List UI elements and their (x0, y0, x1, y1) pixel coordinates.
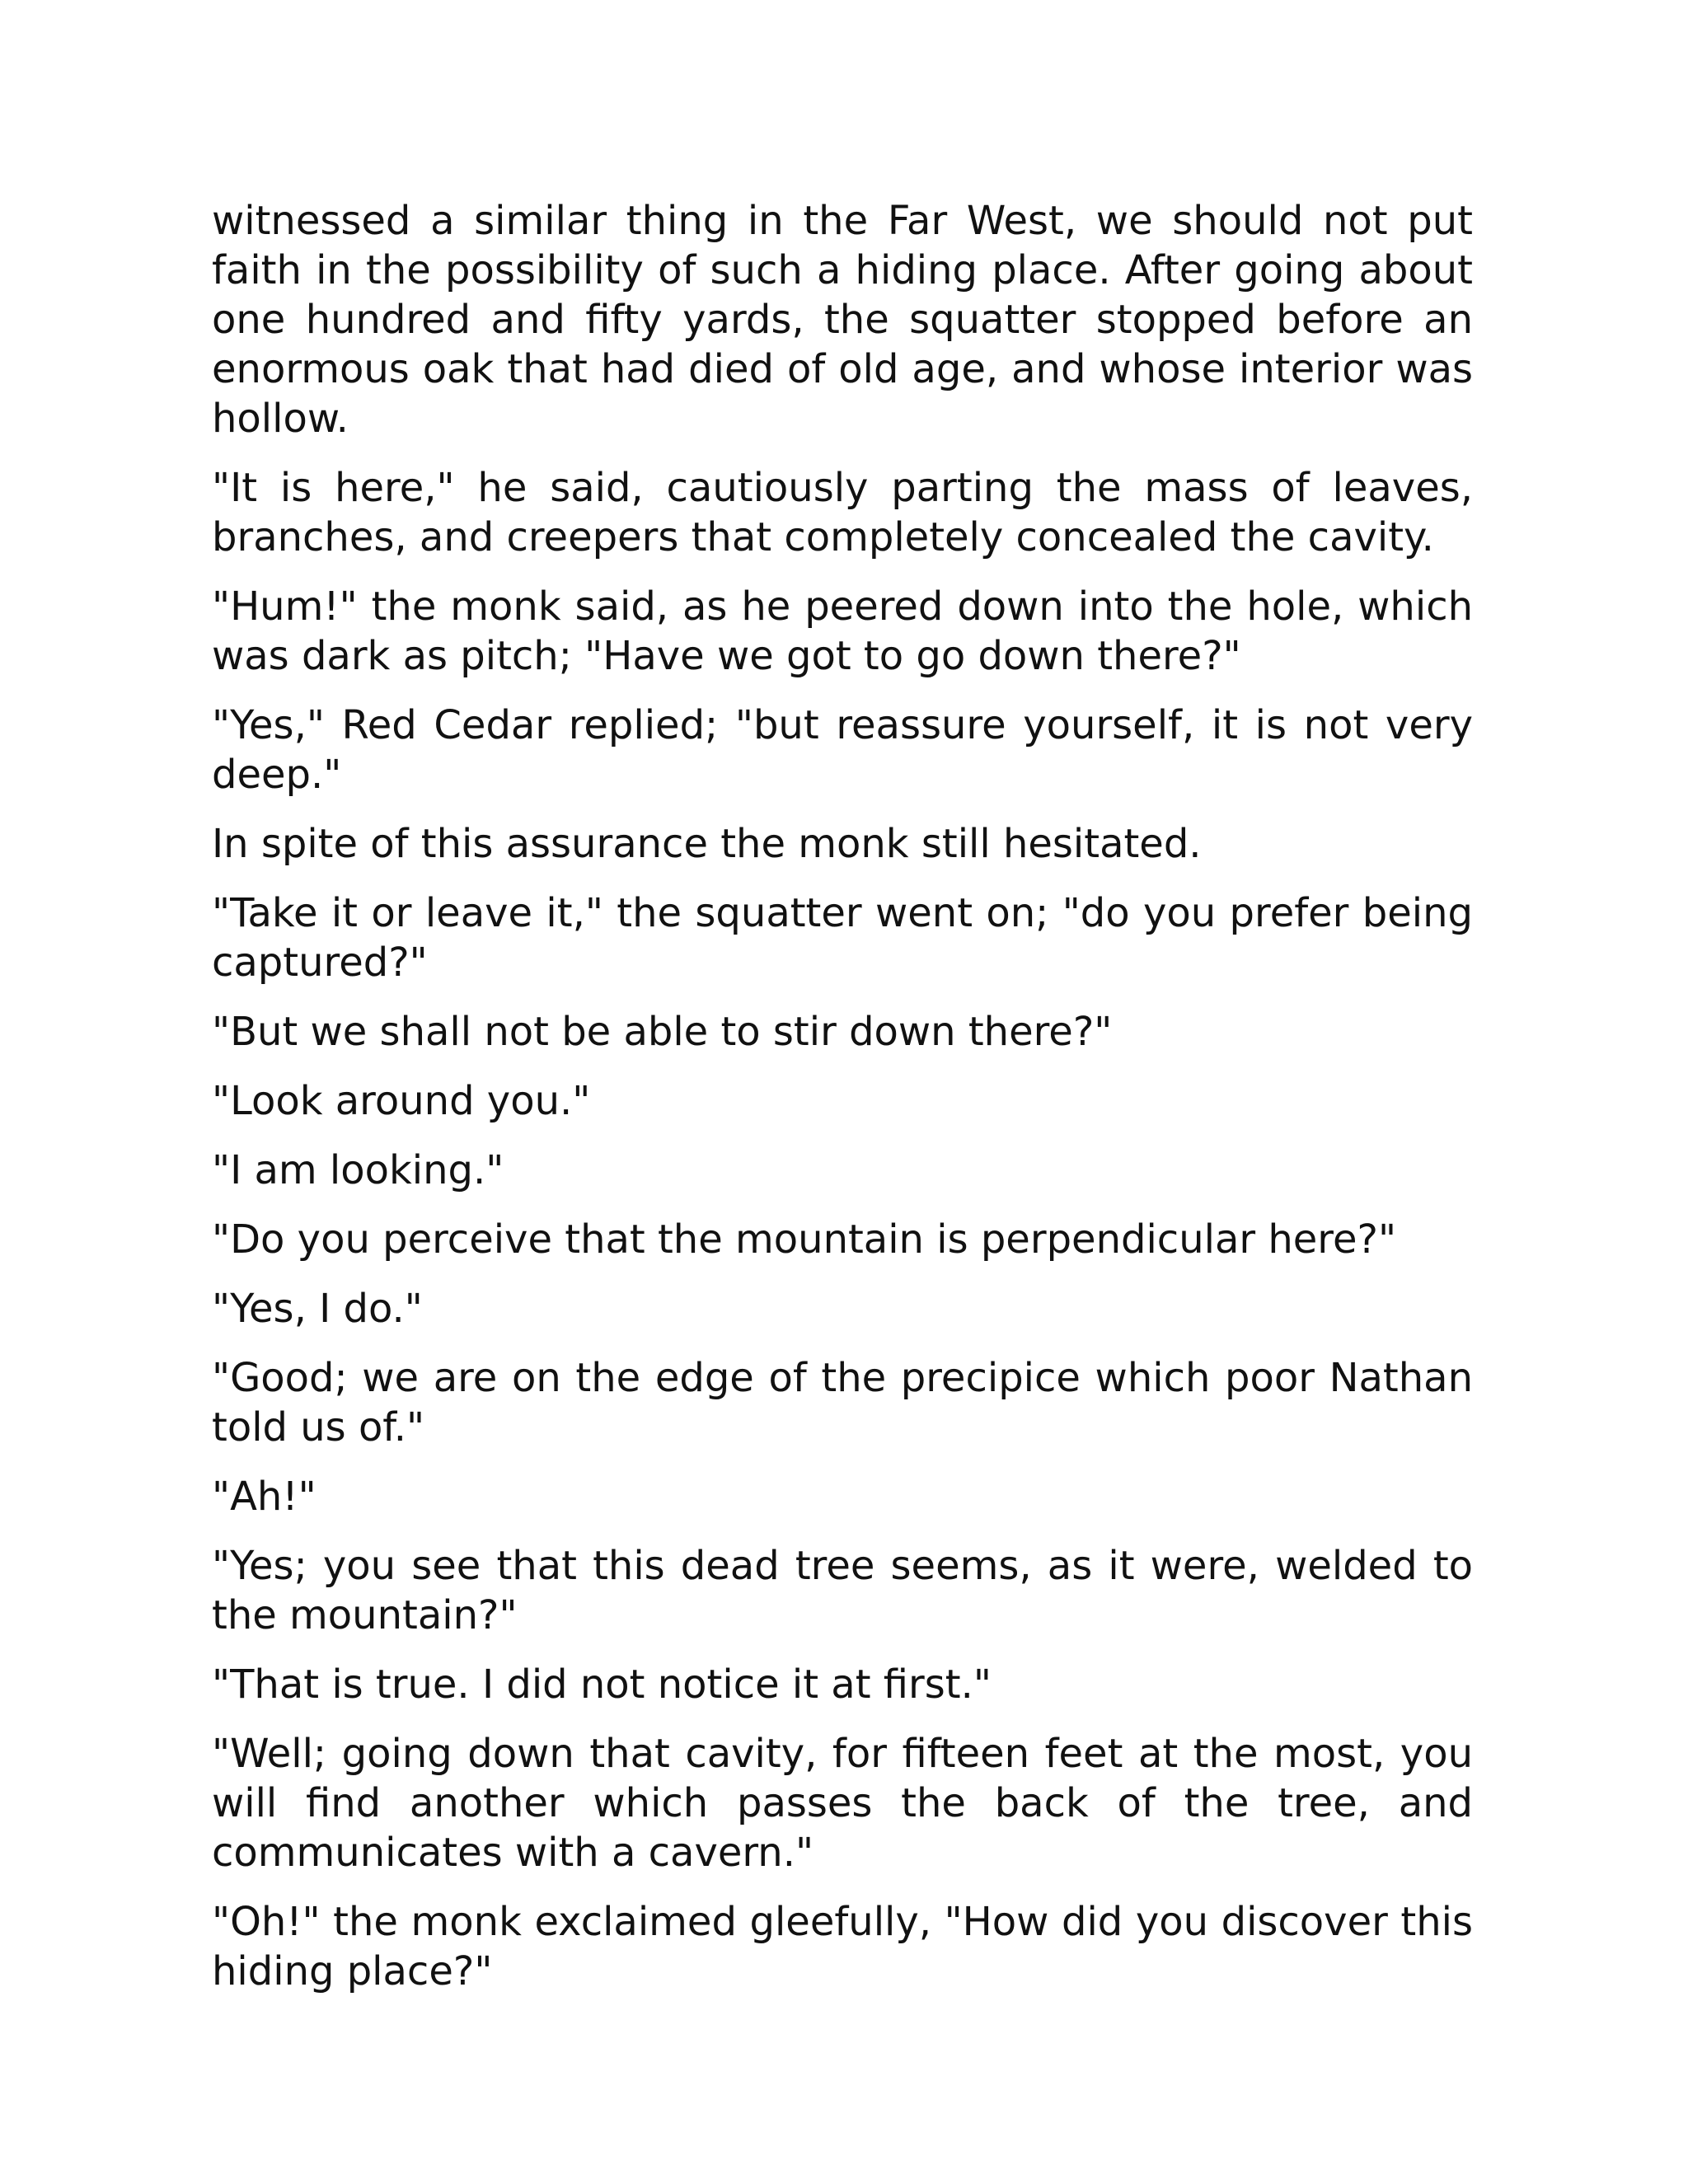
paragraph: "Yes," Red Cedar replied; "but reassure yourself, it is not very deep." (212, 702, 1473, 798)
paragraph: "Take it or leave it," the squatter went on; "do you prefer being captured?" (212, 890, 1473, 986)
paragraph: "Do you perceive that the mountain is perpendicular here?" (212, 1216, 1397, 1263)
paragraph: "Well; going down that cavity, for fifteen feet at the most, you will find another which passes the back of the tree, and communicates with a cavern." (212, 1731, 1473, 1876)
paragraph: "Hum!" the monk said, as he peered down into the hole, which was dark as pitch; "Have we got to go down there?" (212, 583, 1473, 679)
paragraph: "I am looking." (212, 1147, 504, 1193)
paragraph: "Yes; you see that this dead tree seems, as it were, welded to the mountain?" (212, 1543, 1473, 1638)
paragraph: "Good; we are on the edge of the precipice which poor Nathan told us of." (212, 1355, 1473, 1451)
paragraph: "Ah!" (212, 1474, 316, 1520)
paragraph: In spite of this assurance the monk still hesitated. (212, 821, 1202, 867)
paragraph: "Look around you." (212, 1078, 591, 1124)
paragraph: witnessed a similar thing in the Far West, we should not put faith in the possibility of such a hiding place. After going about one hundred and fifty yards, the squatter stopped before an enormous oak that had died of old age, and whose interior was hollow. (212, 198, 1473, 442)
paragraph: "Yes, I do." (212, 1286, 423, 1332)
paragraph: "But we shall not be able to stir down there?" (212, 1009, 1113, 1055)
body-text (212, 196, 1473, 2016)
paragraph: "Oh!" the monk exclaimed gleefully, "How did you discover this hiding place?" (212, 1899, 1473, 1994)
paragraph: "It is here," he said, cautiously parting the mass of leaves, branches, and creepers that completely concealed the cavity. (212, 465, 1473, 560)
paragraph: "That is true. I did not notice it at first." (212, 1661, 992, 1708)
